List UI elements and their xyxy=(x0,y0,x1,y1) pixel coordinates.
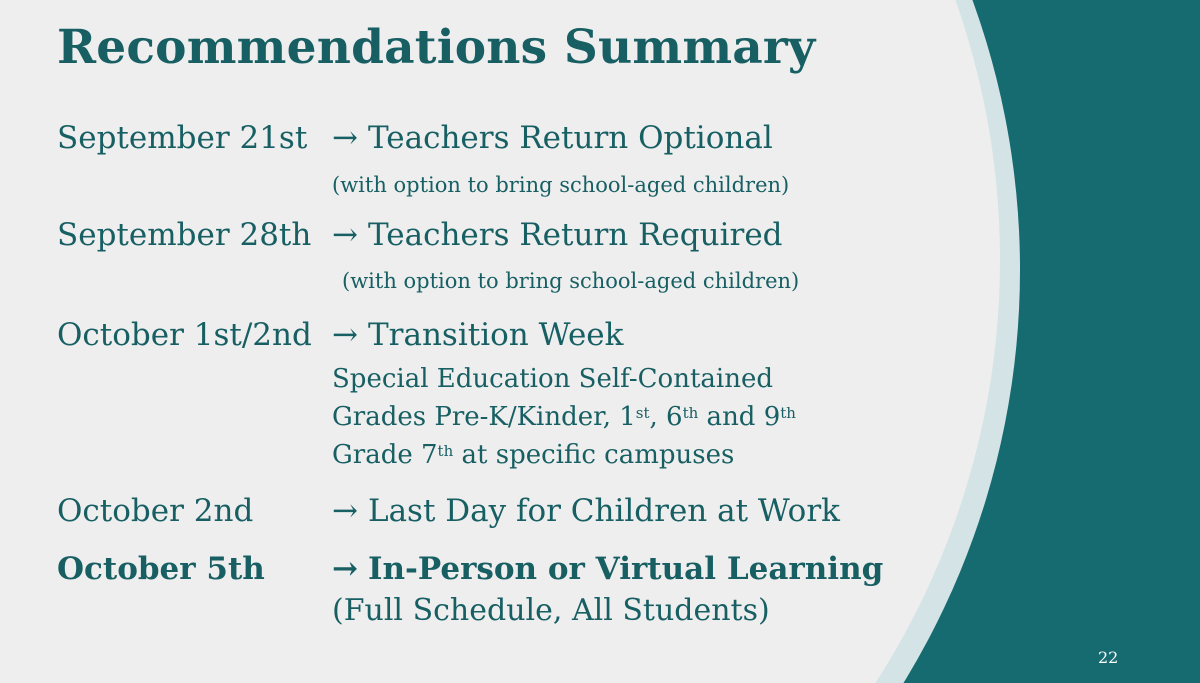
detail-line xyxy=(332,402,796,432)
row-event-text: Teachers Return Optional xyxy=(367,120,773,156)
row-date: September 28th xyxy=(57,217,312,253)
arrow-icon: → xyxy=(332,493,358,529)
detail-text: Grades Pre-K/Kinder, 1 xyxy=(332,402,636,432)
row-note: (with option to bring school-aged children) xyxy=(342,269,800,293)
row-event-text: In-Person or Virtual Learning xyxy=(367,551,884,587)
row-event-text: Last Day for Children at Work xyxy=(367,493,840,529)
row-date: October 1st/2nd xyxy=(57,317,312,353)
detail-text: and 9 xyxy=(698,402,781,432)
row-event-text: Teachers Return Required xyxy=(367,217,783,253)
arrow-icon: → xyxy=(332,551,358,587)
detail-line xyxy=(332,440,734,470)
row-date: October 2nd xyxy=(57,493,254,529)
page-number: 22 xyxy=(1098,648,1119,667)
detail-line: Special Education Self-Contained xyxy=(332,364,773,394)
row-event xyxy=(332,317,623,353)
row-event xyxy=(332,493,840,529)
arrow-icon: → xyxy=(332,120,358,156)
arrow-icon: → xyxy=(332,217,358,253)
slide-title: Recommendations Summary xyxy=(57,20,816,75)
superscript: st xyxy=(635,404,650,422)
superscript: th xyxy=(437,442,454,460)
row-event-text: Transition Week xyxy=(367,317,624,353)
detail-text: Grade 7 xyxy=(332,440,438,470)
row-event xyxy=(332,551,883,587)
row-note: (with option to bring school-aged children) xyxy=(332,173,790,197)
detail-text: at specific campuses xyxy=(453,440,735,470)
superscript: th xyxy=(682,404,699,422)
arrow-icon: → xyxy=(332,317,358,353)
row-date: October 5th xyxy=(57,551,265,587)
row-date: September 21st xyxy=(57,120,308,156)
row-event xyxy=(332,217,783,253)
detail-text: , 6 xyxy=(649,402,683,432)
row-note: (Full Schedule, All Students) xyxy=(332,593,770,628)
superscript: th xyxy=(780,404,796,422)
row-event xyxy=(332,120,773,156)
